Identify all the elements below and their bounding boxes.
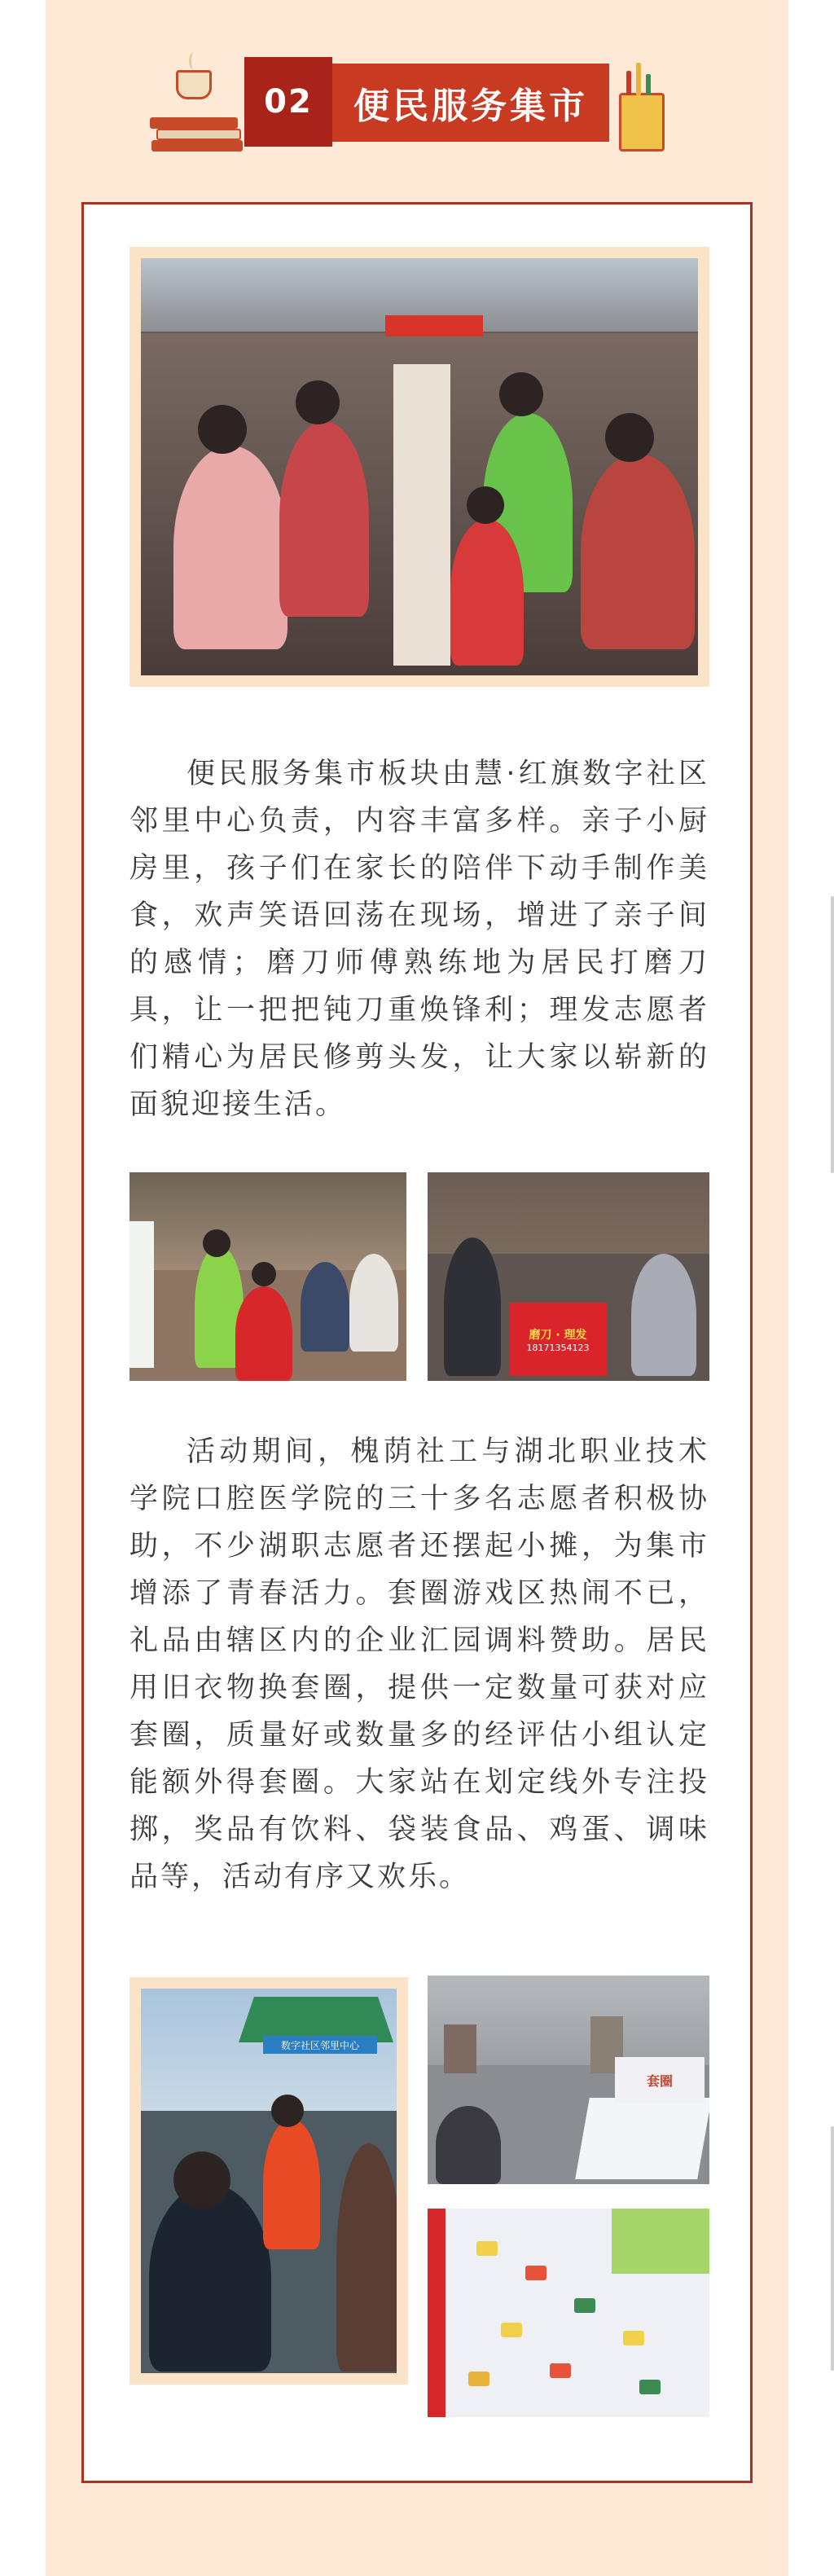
book-decoration — [150, 117, 238, 129]
sign-text: 磨刀 · 理发 — [529, 1328, 587, 1342]
photo-haircut — [129, 1172, 406, 1381]
mat-banner — [612, 2209, 709, 2274]
photo-volunteer-stall — [129, 1977, 408, 2385]
person-head — [467, 486, 504, 524]
photo-knife-sharpening — [428, 1172, 709, 1381]
person-head — [605, 413, 654, 462]
person — [444, 1237, 501, 1376]
person — [263, 2119, 320, 2249]
knife-sharpening-sign — [509, 1303, 607, 1376]
person-head — [252, 1262, 276, 1286]
mat-edge — [428, 2209, 446, 2417]
pencil-icon — [626, 71, 631, 95]
scrollbar-thumb[interactable] — [831, 896, 834, 1173]
person-head — [271, 2095, 304, 2127]
person-head — [203, 1229, 230, 1257]
person — [336, 2143, 402, 2372]
person-head — [173, 2152, 230, 2209]
paragraph-2: 活动期间，槐荫社工与湖北职业技术学院口腔医学院的三十多名志愿者积极协助，不少湖职志愿者还摆起小摊，为集市增添了青春活力。套圈游戏区热闹不已，礼品由辖区内的企业汇园调料赞助。居民用旧衣物换套圈，提供一定数量可获对应套圈，质量好或数量多的经评估小组认定能额外得套圈。大家站在划定线外专注投掷，奖品有饮料、袋装食品、鸡蛋、调味品等，活动有序又欢乐。 — [129, 1435, 709, 1893]
pencil-icon — [646, 74, 651, 95]
steam-icon — [189, 52, 199, 70]
tent-label: 数字社区邻里中心 — [263, 2036, 377, 2054]
person — [301, 1262, 349, 1352]
person-head — [499, 372, 543, 416]
person — [581, 454, 695, 649]
book-decoration — [156, 129, 241, 140]
person — [631, 1254, 696, 1376]
game-mat — [575, 2098, 709, 2179]
person — [349, 1254, 398, 1352]
person-head — [198, 405, 247, 454]
pen-holder-icon — [619, 93, 665, 152]
pencil-icon — [636, 63, 641, 95]
person — [279, 421, 369, 617]
paragraph-1: 便民服务集市板块由慧·红旗数字社区邻里中心负责，内容丰富多样。亲子小厨房里，孩子们在家长的陪伴下动手制作美食，欢声笑语回荡在现场，增进了亲子间的感情；磨刀师傅熟练地为居民打磨刀具，让一把把钝刀重焕锋利；理发志愿者们精心为居民修剪头发，让大家以崭新的面貌迎接生活。 — [129, 758, 709, 1121]
person-head — [296, 380, 340, 424]
person — [149, 2184, 271, 2372]
section-title: 便民服务集市 — [332, 64, 609, 142]
photo-ring-toss-prizes — [428, 2209, 709, 2417]
person — [436, 2106, 501, 2184]
scrollbar-thumb[interactable] — [831, 2126, 834, 2371]
coffee-cup-icon — [176, 70, 212, 99]
photo-kids-kitchen — [129, 247, 709, 687]
sign-phone: 18171354123 — [526, 1342, 590, 1353]
person — [173, 446, 288, 649]
section-header — [147, 57, 668, 155]
event-banner — [385, 315, 483, 336]
person — [235, 1286, 292, 1381]
content-card — [81, 202, 753, 2483]
person — [450, 519, 524, 666]
book-decoration — [151, 140, 243, 152]
photo-ring-toss-crowd — [428, 1976, 709, 2184]
section-number: 02 — [244, 57, 332, 147]
table-row — [393, 364, 450, 666]
ring-toss-banner: 套圈 — [615, 2057, 705, 2103]
book-stack-decoration — [147, 108, 244, 153]
